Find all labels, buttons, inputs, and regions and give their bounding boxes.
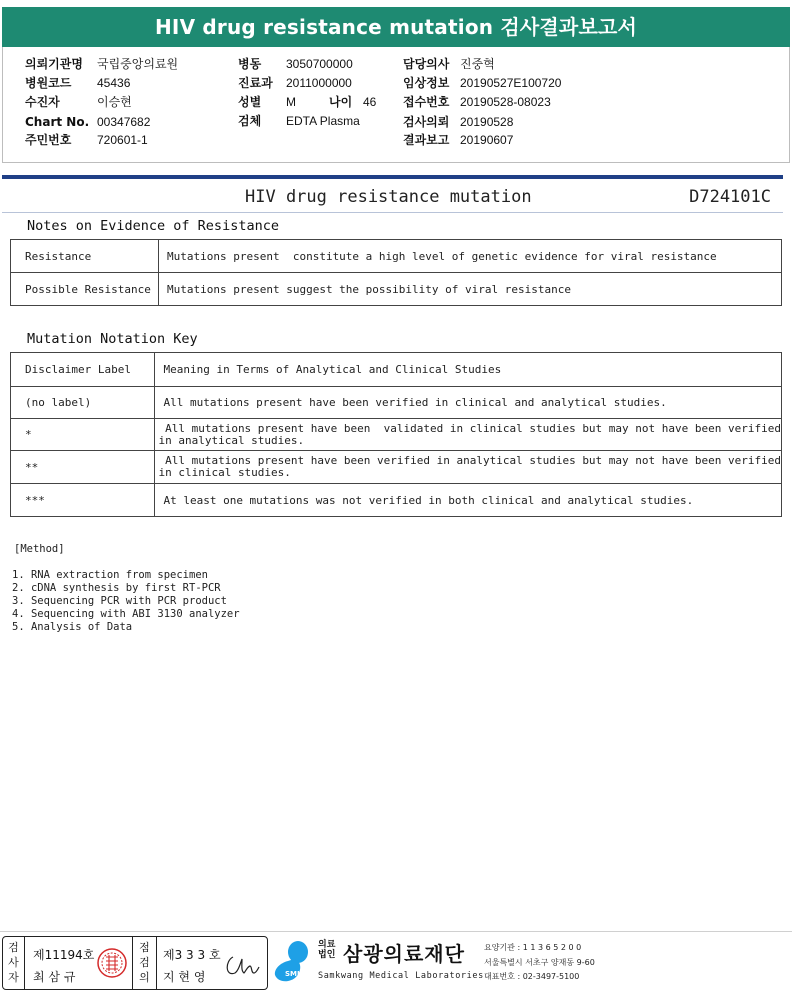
org-prefix-line: 법인 [318,950,336,960]
info-requesting-institution [25,57,178,71]
info-clinical-info [403,76,561,90]
info-label: 의뢰기관명 [25,57,83,71]
organization-block [272,937,792,991]
checker-label [133,937,157,989]
info-value: 이승현 [97,95,132,109]
info-label: 접수번호 [403,95,450,109]
notation-label: ** [11,451,155,484]
checker-cell [157,937,267,989]
evidence-text: Mutations present suggest the possibility of viral resistance [159,273,782,306]
info-receipt-number [403,95,551,109]
notation-text-line: All mutations present have been verified in analytical studies but may not have been verified [158,454,781,467]
notation-text-line: All mutations present have been validated in clinical studies but may not have been verified [158,421,781,435]
checker-license: 제3 3 3 호 [163,948,221,962]
info-label: 검체 [238,114,262,128]
notation-label: * [11,419,155,451]
checker-label-text: 점검의 [139,941,150,984]
info-label: 담당의사 [403,57,450,71]
evidence-text: Mutations present constitute a high level of genetic evidence for viral resistance [159,240,782,273]
notation-text [155,419,782,451]
notation-label: *** [11,484,155,517]
signature-box [2,936,268,990]
report-code: D724101C [689,187,771,207]
info-label: 성별 [238,95,262,109]
info-value: 720601-1 [97,133,148,147]
table-row [11,240,782,273]
evidence-label: Resistance [11,240,159,273]
info-label: 진료과 [238,76,273,90]
info-label: 수진자 [25,95,60,109]
org-prefix-line: 의료 [318,940,336,950]
title-underline [2,212,783,213]
table-row [11,273,782,306]
info-value: 20190527E100720 [460,76,562,90]
table-header-row [11,353,782,387]
table-row [11,387,782,419]
column-header: Meaning in Terms of Analytical and Clinical Studies [155,353,782,387]
org-english-name: Samkwang Medical Laboratories [318,971,484,981]
info-value: 3050700000 [286,57,353,71]
report-title: HIV drug resistance mutation [245,187,532,207]
notation-table [10,352,782,517]
evidence-heading: Notes on Evidence of Resistance [27,218,279,234]
org-name: 삼광의료재단 [343,942,465,966]
info-specimen [238,114,360,128]
info-label: 임상정보 [403,76,450,90]
info-value: 45436 [97,76,131,90]
info-value: 진중혁 [460,57,495,71]
patient-info-box [2,47,790,163]
method-step: 1. RNA extraction from specimen [12,569,208,581]
info-label: 결과보고 [403,133,450,147]
info-value: 20190528-08023 [460,95,551,109]
info-hospital-code [25,76,130,90]
method-step: 3. Sequencing PCR with PCR product [12,595,227,607]
method-step: 5. Analysis of Data [12,621,133,633]
method-step: 2. cDNA synthesis by first RT-PCR [12,582,221,594]
table-row [11,419,782,451]
info-label: 주민번호 [25,133,72,147]
info-value: 00347682 [97,115,151,129]
method-step: 4. Sequencing with ABI 3130 analyzer [12,608,240,620]
report-header-banner: HIV drug resistance mutation 검사결과보고서 [2,7,790,47]
info-value: EDTA Plasma [286,114,360,128]
sml-logo-text: SML [285,970,302,978]
org-phone: 대표번호 : 02-3497-5100 [484,972,580,981]
method-list [12,569,240,634]
info-value: 20190528 [460,115,514,129]
info-doctor [403,57,495,71]
info-label: 병원코드 [25,76,72,90]
info-ward [238,57,353,71]
info-label: Chart No. [25,115,90,129]
info-value: 2011000000 [286,76,352,90]
org-code: 요양기관 : 1 1 3 6 5 2 0 0 [484,943,582,952]
info-department [238,76,352,90]
notation-text-line: in analytical studies. [158,433,305,447]
checker-signature-icon [223,951,261,981]
info-value: 46 [363,95,377,109]
info-result-report [403,133,513,147]
info-value: 국립중앙의료원 [97,57,179,71]
table-row [11,451,782,484]
column-header: Disclaimer Label [11,353,155,387]
sml-logo-icon [272,939,316,987]
table-row [11,484,782,517]
report-title-row [2,179,783,213]
notation-label: (no label) [11,387,155,419]
info-value: M [286,95,296,109]
info-test-request [403,115,513,129]
inspector-license: 제11194호 [33,948,95,962]
info-age [329,95,376,109]
inspector-name: 최 삼 규 [33,970,76,984]
footer-divider [0,931,792,932]
info-patient [25,95,132,109]
info-label: 나이 [329,95,353,109]
info-label: 병동 [238,57,262,71]
info-label: 검사의뢰 [403,115,450,129]
inspector-label [3,937,25,989]
inspector-seal-icon [95,945,129,981]
org-address: 서울특별시 서초구 양재동 9-60 [484,958,595,967]
checker-name: 지 현 영 [163,970,206,984]
inspector-cell [25,937,133,989]
info-resident-number [25,133,148,147]
notation-text: All mutations present have been verified in clinical and analytical studies. [155,387,782,419]
info-sex [238,95,296,109]
method-heading: [Method] [14,543,65,555]
inspector-label-text: 검사자 [8,941,19,984]
evidence-table [10,239,782,306]
org-prefix [318,940,335,960]
notation-text-line: in clinical studies. [158,466,291,479]
notation-heading: Mutation Notation Key [27,331,198,347]
info-chart-no [25,115,150,129]
evidence-label: Possible Resistance [11,273,159,306]
info-value: 20190607 [460,133,514,147]
notation-text: At least one mutations was not verified in both clinical and analytical studies. [155,484,782,517]
notation-text [155,451,782,484]
